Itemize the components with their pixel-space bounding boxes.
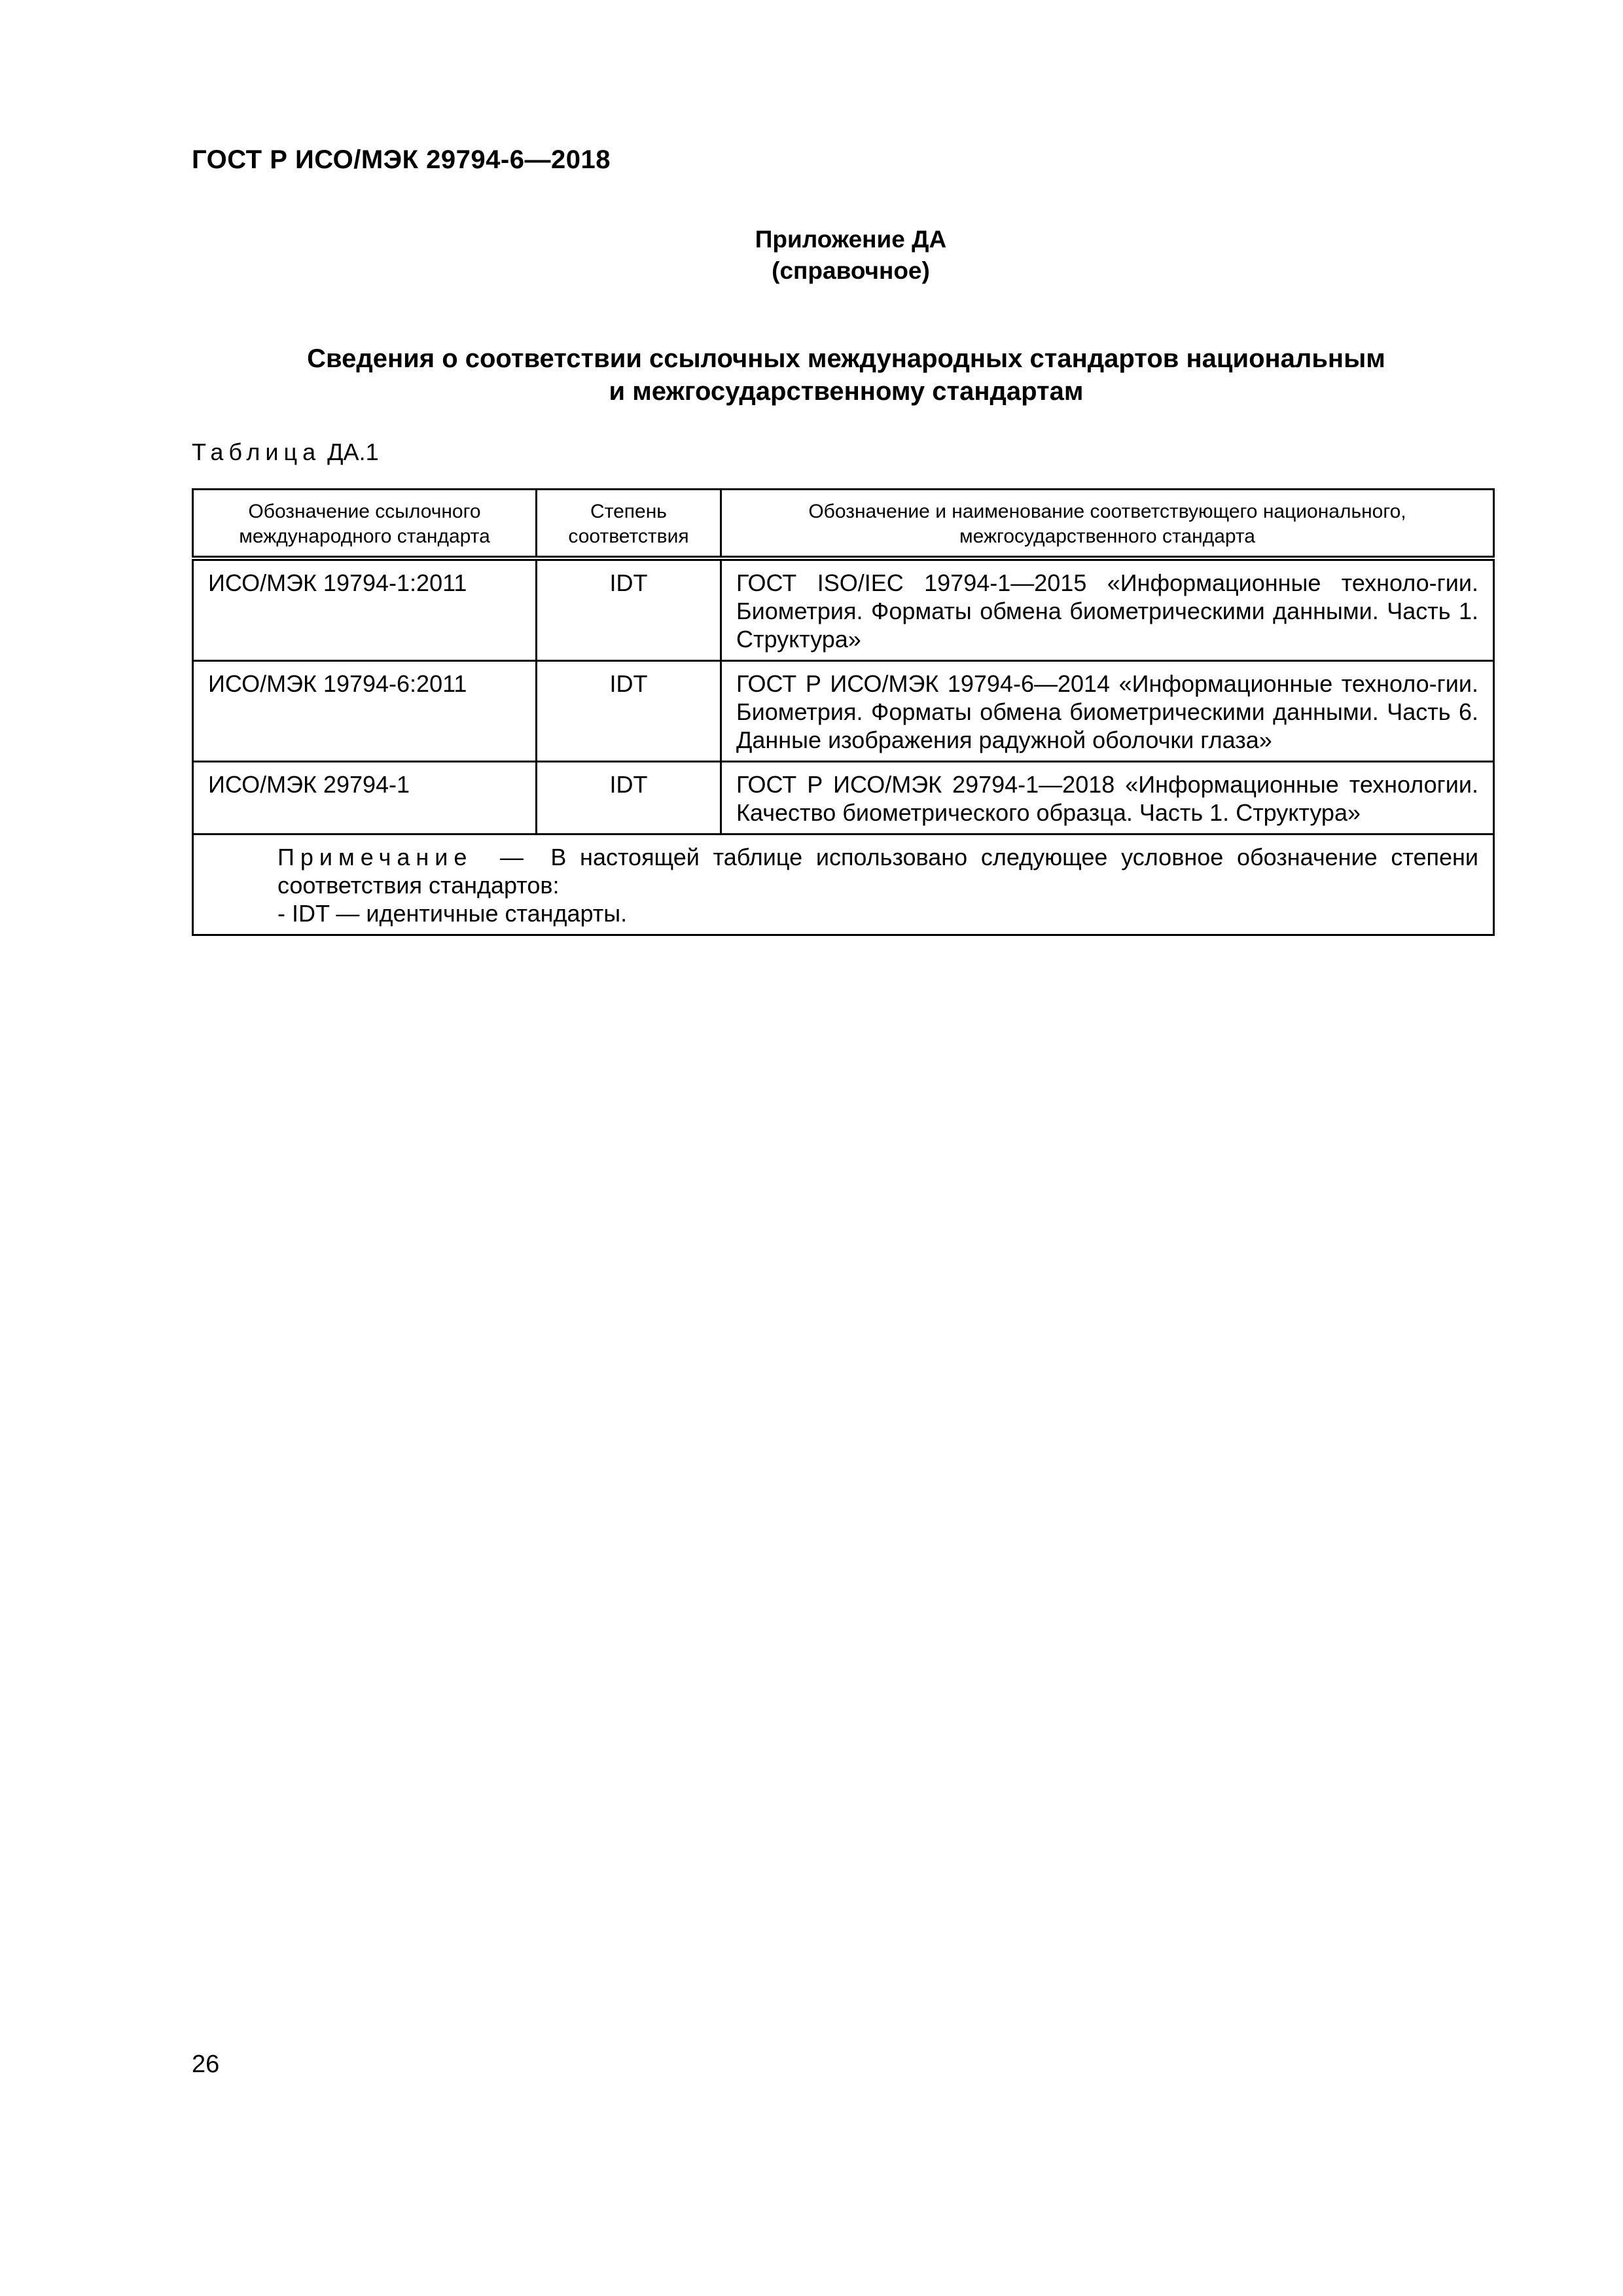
section-title-line-1: Сведения о соответствии ссылочных международных стандартов национальным [307,344,1385,373]
header-international-standard: Обозначение ссылочного международного стандарта [193,490,537,559]
table-note-row [193,834,1494,935]
cell-degree: IDT [537,558,721,661]
table-caption-label: Таблица [192,439,321,465]
note-item: - IDT — идентичные стандарты. [277,900,628,927]
standards-correspondence-table [192,488,1495,936]
table-row [193,558,1494,661]
section-title-line-2: и межгосударственному стандартам [609,377,1084,406]
appendix-title: Приложение ДА [755,226,947,253]
note-label: Примечание [277,844,473,870]
cell-degree: IDT [537,762,721,834]
cell-national-standard: ГОСТ ISO/IEC 19794-1—2015 «Информационные техноло-гии. Биометрия. Форматы обмена биометрическими данными. Часть 1. Структура» [721,558,1494,661]
cell-national-standard: ГОСТ Р ИСО/МЭК 19794-6—2014 «Информационные техноло-гии. Биометрия. Форматы обмена биометрическими данными. Часть 6. Данные изображения радужной оболочки глаза» [721,661,1494,762]
cell-international-standard: ИСО/МЭК 19794-1:2011 [193,558,537,661]
table-header-row [193,490,1494,559]
cell-international-standard: ИСО/МЭК 19794-6:2011 [193,661,537,762]
table-caption [192,439,379,466]
header-national-standard: Обозначение и наименование соответствующего национального, межгосударственного стандарта [721,490,1494,559]
page-number: 26 [192,2051,220,2078]
note-text [208,843,1478,899]
table-row [193,661,1494,762]
table-note [193,834,1494,935]
table-caption-number: ДА.1 [327,439,379,465]
table-row [193,762,1494,834]
cell-degree: IDT [537,661,721,762]
header-degree-of-correspondence: Степень соответствия [537,490,721,559]
appendix-heading [681,224,1021,287]
document-code-header: ГОСТ Р ИСО/МЭК 29794-6—2018 [192,145,611,174]
note-dash: — [499,844,524,870]
note-body: В настоящей таблице использовано следующее условное обозначение степени соответствия стандартов: [277,844,1478,899]
section-title [192,342,1501,408]
cell-national-standard: ГОСТ Р ИСО/МЭК 29794-1—2018 «Информационные технологии. Качество биометрического образца. Часть 1. Структура» [721,762,1494,834]
appendix-subtitle: (справочное) [772,257,930,284]
cell-international-standard: ИСО/МЭК 29794-1 [193,762,537,834]
